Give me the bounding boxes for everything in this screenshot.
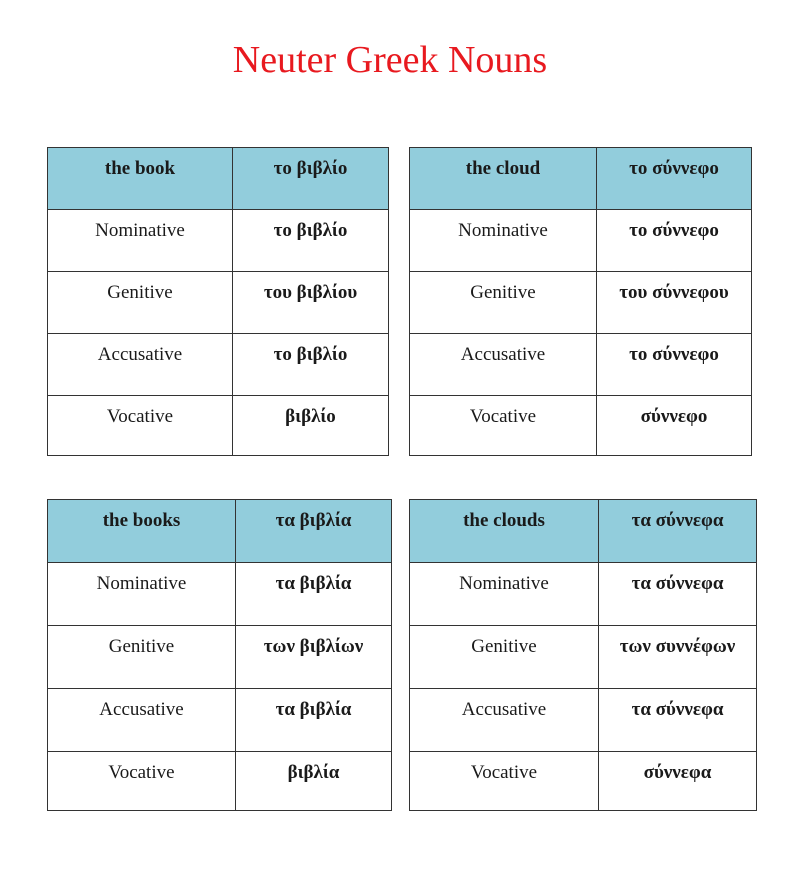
table-row xyxy=(48,210,389,272)
table-header-row xyxy=(410,148,752,210)
table-header-row xyxy=(48,500,392,563)
case-form: του βιβλίου xyxy=(233,272,389,334)
case-form: σύννεφο xyxy=(597,396,752,456)
declension-table-the-cloud xyxy=(409,147,752,456)
case-label: Accusative xyxy=(48,689,236,752)
case-form: τα σύννεφα xyxy=(599,563,757,626)
case-label: Nominative xyxy=(48,210,233,272)
table-row xyxy=(48,752,392,811)
case-label: Vocative xyxy=(410,752,599,811)
table-row xyxy=(410,752,757,811)
case-form: το σύννεφο xyxy=(597,210,752,272)
table-header-row xyxy=(410,500,757,563)
case-form: των βιβλίων xyxy=(236,626,392,689)
case-label: Genitive xyxy=(48,272,233,334)
case-label: Nominative xyxy=(410,563,599,626)
case-label: Genitive xyxy=(410,272,597,334)
header-english: the cloud xyxy=(410,148,597,210)
case-form: τα σύννεφα xyxy=(599,689,757,752)
case-form: βιβλία xyxy=(236,752,392,811)
table-header-row xyxy=(48,148,389,210)
case-label: Accusative xyxy=(48,334,233,396)
case-label: Vocative xyxy=(410,396,597,456)
case-label: Accusative xyxy=(410,334,597,396)
case-label: Nominative xyxy=(410,210,597,272)
table-row xyxy=(48,563,392,626)
table-row xyxy=(410,626,757,689)
case-form: τα βιβλία xyxy=(236,689,392,752)
header-greek: τα σύννεφα xyxy=(599,500,757,563)
case-form: σύννεφα xyxy=(599,752,757,811)
case-label: Nominative xyxy=(48,563,236,626)
case-form: βιβλίο xyxy=(233,396,389,456)
table-row xyxy=(410,563,757,626)
case-form: του σύννεφου xyxy=(597,272,752,334)
case-form: το βιβλίο xyxy=(233,210,389,272)
declension-table-the-books xyxy=(47,499,392,811)
table-row xyxy=(48,626,392,689)
case-label: Genitive xyxy=(410,626,599,689)
table-row xyxy=(410,272,752,334)
header-english: the clouds xyxy=(410,500,599,563)
header-english: the book xyxy=(48,148,233,210)
table-row xyxy=(48,334,389,396)
case-form: το σύννεφο xyxy=(597,334,752,396)
table-row xyxy=(410,334,752,396)
table-row xyxy=(410,210,752,272)
page-title: Neuter Greek Nouns xyxy=(232,39,548,81)
case-form: τα βιβλία xyxy=(236,563,392,626)
table-row xyxy=(48,272,389,334)
table-row xyxy=(48,689,392,752)
case-label: Vocative xyxy=(48,752,236,811)
table-row xyxy=(410,396,752,456)
header-greek: τα βιβλία xyxy=(236,500,392,563)
header-english: the books xyxy=(48,500,236,563)
case-label: Genitive xyxy=(48,626,236,689)
table-row xyxy=(48,396,389,456)
header-greek: το βιβλίο xyxy=(233,148,389,210)
table-row xyxy=(410,689,757,752)
case-form: των συννέφων xyxy=(599,626,757,689)
header-greek: το σύννεφο xyxy=(597,148,752,210)
declension-table-the-clouds xyxy=(409,499,757,811)
case-label: Accusative xyxy=(410,689,599,752)
case-form: το βιβλίο xyxy=(233,334,389,396)
case-label: Vocative xyxy=(48,396,233,456)
declension-table-the-book xyxy=(47,147,389,456)
